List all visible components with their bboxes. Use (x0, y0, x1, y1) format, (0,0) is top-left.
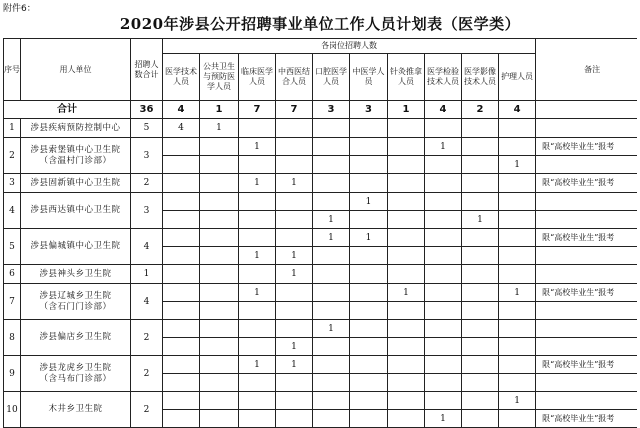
position-count (462, 138, 499, 156)
position-count (388, 156, 425, 174)
position-count (239, 320, 276, 338)
position-count (313, 265, 350, 284)
position-count (425, 229, 462, 247)
position-count (239, 410, 276, 428)
position-count (200, 174, 239, 193)
position-count (499, 374, 536, 392)
position-count (239, 193, 276, 211)
position-count (313, 247, 350, 265)
position-count (499, 302, 536, 320)
row-note (536, 119, 637, 138)
total-position-count: 4 (163, 101, 200, 119)
table-row (4, 356, 638, 374)
row-note (536, 193, 637, 211)
position-count (388, 193, 425, 211)
row-note (536, 265, 637, 284)
position-count (163, 374, 200, 392)
position-count (276, 193, 313, 211)
position-count (425, 265, 462, 284)
unit-name-line: 涉县龙虎乡卫生院 (39, 362, 112, 373)
position-count (313, 284, 350, 302)
position-count (276, 156, 313, 174)
position-count (425, 284, 462, 302)
unit-name-line: 涉县偏城镇中心卫生院 (30, 241, 121, 251)
row-note (536, 374, 637, 392)
position-count (425, 156, 462, 174)
total-note (536, 101, 637, 119)
position-count (350, 211, 388, 229)
position-count (462, 265, 499, 284)
table-row (4, 119, 638, 138)
unit-name-line: 涉县索堡镇中心卫生院 (30, 144, 121, 155)
position-count (388, 138, 425, 156)
position-count (313, 410, 350, 428)
row-seq: 10 (4, 392, 21, 428)
position-count (200, 193, 239, 211)
unit-name-line: 涉县西达镇中心卫生院 (30, 205, 121, 215)
header-position: 医学检验技术人员 (425, 54, 462, 101)
position-count (499, 211, 536, 229)
header-position: 医学影像技术人员 (462, 54, 499, 101)
position-count (163, 156, 200, 174)
position-count (425, 356, 462, 374)
position-count (425, 392, 462, 410)
position-count: 1 (239, 356, 276, 374)
position-count (462, 392, 499, 410)
position-count: 1 (425, 410, 462, 428)
table-row (4, 320, 638, 338)
position-count (163, 338, 200, 356)
unit-name-line: 涉县疾病预防控制中心 (30, 122, 121, 133)
header-notes: 备注 (536, 39, 637, 101)
table-row (4, 265, 638, 284)
position-count (163, 193, 200, 211)
position-count (313, 174, 350, 193)
row-seq: 7 (4, 284, 21, 320)
position-count: 1 (350, 193, 388, 211)
position-count (200, 229, 239, 247)
recruitment-plan-table (3, 38, 637, 428)
total-position-count: 3 (350, 101, 388, 119)
total-position-count: 2 (462, 101, 499, 119)
position-count (388, 320, 425, 338)
row-unit-name (21, 174, 131, 193)
position-count (462, 156, 499, 174)
position-count: 1 (239, 247, 276, 265)
row-note (536, 392, 637, 410)
position-count (163, 138, 200, 156)
row-unit-name (21, 392, 131, 428)
position-count (462, 119, 499, 138)
position-count (276, 320, 313, 338)
position-count: 1 (462, 211, 499, 229)
page-title: 2020年涉县公开招聘事业单位工作人员计划表（医学类） (119, 15, 521, 33)
header-positions-group: 各岗位招聘人数 (163, 39, 536, 54)
row-note: 限“高校毕业生”报考 (536, 284, 637, 302)
position-count (388, 174, 425, 193)
row-note (536, 156, 637, 174)
position-count (239, 156, 276, 174)
position-count (350, 392, 388, 410)
position-count: 1 (313, 211, 350, 229)
total-position-count: 4 (425, 101, 462, 119)
position-count (313, 138, 350, 156)
header-seq: 序号 (4, 39, 21, 101)
position-count (200, 211, 239, 229)
table-row (4, 138, 638, 156)
position-count (499, 174, 536, 193)
header-position: 口腔医学人员 (313, 54, 350, 101)
row-total: 1 (131, 265, 163, 284)
position-count: 1 (350, 229, 388, 247)
position-count (499, 247, 536, 265)
row-note (536, 247, 637, 265)
position-count (425, 211, 462, 229)
row-seq: 8 (4, 320, 21, 356)
position-count (388, 356, 425, 374)
position-count: 1 (499, 392, 536, 410)
position-count (200, 284, 239, 302)
position-count (350, 410, 388, 428)
position-count (276, 392, 313, 410)
header-position: 公共卫生与预防医学人员 (200, 54, 239, 101)
position-count (163, 356, 200, 374)
position-count (350, 338, 388, 356)
position-count (200, 265, 239, 284)
position-count (276, 211, 313, 229)
position-count (276, 302, 313, 320)
header-position: 针灸推拿人员 (388, 54, 425, 101)
position-count (499, 356, 536, 374)
position-count (239, 119, 276, 138)
position-count: 1 (276, 265, 313, 284)
position-count (462, 410, 499, 428)
row-total: 4 (131, 284, 163, 320)
row-note: 限“高校毕业生”报考 (536, 229, 637, 247)
position-count (200, 320, 239, 338)
row-unit-name (21, 193, 131, 229)
unit-name-line: （含马布门诊部） (39, 373, 112, 384)
position-count: 1 (200, 119, 239, 138)
position-count (239, 302, 276, 320)
header-position: 中医学人员 (350, 54, 388, 101)
position-count (425, 338, 462, 356)
position-count (200, 374, 239, 392)
position-count: 1 (239, 138, 276, 156)
unit-name-line: 涉县辽城乡卫生院 (39, 290, 112, 301)
total-position-count: 3 (313, 101, 350, 119)
position-count (499, 119, 536, 138)
row-total: 2 (131, 320, 163, 356)
position-count (313, 374, 350, 392)
unit-name-line: 涉县偏店乡卫生院 (39, 332, 112, 342)
header-unit: 用人单位 (21, 39, 131, 101)
position-count (425, 119, 462, 138)
row-unit-name (21, 320, 131, 356)
position-count (462, 247, 499, 265)
position-count: 1 (313, 320, 350, 338)
position-count (276, 284, 313, 302)
row-total: 5 (131, 119, 163, 138)
position-count (350, 174, 388, 193)
position-count (388, 247, 425, 265)
row-total: 2 (131, 356, 163, 392)
position-count (350, 320, 388, 338)
position-count (350, 119, 388, 138)
table-row (4, 174, 638, 193)
total-position-count: 1 (200, 101, 239, 119)
position-count (350, 156, 388, 174)
position-count (425, 247, 462, 265)
position-count: 1 (276, 174, 313, 193)
position-count (276, 410, 313, 428)
plan-table-container (3, 38, 637, 428)
position-count (388, 211, 425, 229)
position-count (388, 229, 425, 247)
position-count (200, 247, 239, 265)
position-count (462, 229, 499, 247)
position-count (200, 356, 239, 374)
row-note (536, 320, 637, 338)
row-unit-name (21, 284, 131, 320)
position-count (163, 302, 200, 320)
table-row (4, 284, 638, 302)
position-count (499, 410, 536, 428)
position-count (388, 265, 425, 284)
position-count (163, 211, 200, 229)
position-count: 1 (313, 229, 350, 247)
position-count (200, 392, 239, 410)
row-total: 3 (131, 138, 163, 174)
position-count (425, 174, 462, 193)
position-count (462, 338, 499, 356)
position-count (462, 356, 499, 374)
position-count (425, 374, 462, 392)
position-count (462, 174, 499, 193)
position-count (313, 156, 350, 174)
position-count (276, 374, 313, 392)
row-unit-name (21, 356, 131, 392)
row-seq: 9 (4, 356, 21, 392)
position-count (200, 156, 239, 174)
position-count (313, 193, 350, 211)
position-count (313, 119, 350, 138)
total-label: 合计 (4, 101, 131, 119)
table-row (4, 392, 638, 410)
position-count (499, 265, 536, 284)
row-total: 4 (131, 229, 163, 265)
position-count (163, 284, 200, 302)
header-position: 医学技术人员 (163, 54, 200, 101)
row-seq: 1 (4, 119, 21, 138)
position-count (200, 338, 239, 356)
position-count (499, 193, 536, 211)
position-count (239, 392, 276, 410)
total-position-count: 4 (499, 101, 536, 119)
row-unit-name (21, 229, 131, 265)
position-count: 1 (239, 174, 276, 193)
position-count (425, 302, 462, 320)
unit-name-line: 木井乡卫生院 (48, 404, 103, 414)
position-count (350, 302, 388, 320)
position-count (313, 356, 350, 374)
position-count (425, 193, 462, 211)
row-seq: 3 (4, 174, 21, 193)
position-count (276, 119, 313, 138)
row-note: 限“高校毕业生”报考 (536, 410, 637, 428)
position-count (388, 374, 425, 392)
row-note: 限“高校毕业生”报考 (536, 138, 637, 156)
header-position: 临床医学人员 (239, 54, 276, 101)
row-unit-name (21, 119, 131, 138)
position-count (350, 284, 388, 302)
table-row (4, 193, 638, 211)
position-count (239, 374, 276, 392)
position-count (163, 247, 200, 265)
row-note (536, 338, 637, 356)
position-count (313, 302, 350, 320)
row-total: 3 (131, 193, 163, 229)
position-count (239, 211, 276, 229)
position-count (499, 338, 536, 356)
row-seq: 6 (4, 265, 21, 284)
position-count (350, 356, 388, 374)
position-count (313, 338, 350, 356)
position-count (462, 320, 499, 338)
position-count (276, 138, 313, 156)
position-count (200, 302, 239, 320)
position-count (388, 119, 425, 138)
position-count (239, 338, 276, 356)
position-count: 1 (499, 156, 536, 174)
position-count (163, 174, 200, 193)
total-position-count: 1 (388, 101, 425, 119)
position-count (350, 265, 388, 284)
position-count (239, 265, 276, 284)
position-count (350, 138, 388, 156)
row-seq: 4 (4, 193, 21, 229)
position-count (239, 229, 276, 247)
position-count: 1 (276, 356, 313, 374)
position-count: 1 (388, 284, 425, 302)
position-count (499, 229, 536, 247)
header-position: 中西医结合人员 (276, 54, 313, 101)
row-total: 2 (131, 174, 163, 193)
position-count (200, 138, 239, 156)
position-count (462, 193, 499, 211)
position-count (200, 410, 239, 428)
total-position-count: 7 (276, 101, 313, 119)
position-count: 1 (425, 138, 462, 156)
position-count (388, 410, 425, 428)
position-count: 4 (163, 119, 200, 138)
position-count (388, 392, 425, 410)
position-count (425, 320, 462, 338)
header-position: 护理人员 (499, 54, 536, 101)
position-count (163, 392, 200, 410)
header-total: 招聘人数合计 (131, 39, 163, 101)
row-note: 限“高校毕业生”报考 (536, 356, 637, 374)
position-count (163, 410, 200, 428)
row-seq: 2 (4, 138, 21, 174)
position-count (350, 247, 388, 265)
position-count (462, 302, 499, 320)
position-count (388, 338, 425, 356)
total-position-count: 7 (239, 101, 276, 119)
unit-name-line: （含石门门诊部） (39, 301, 112, 312)
position-count (499, 138, 536, 156)
position-count (163, 229, 200, 247)
row-note (536, 302, 637, 320)
row-total: 2 (131, 392, 163, 428)
position-count (276, 229, 313, 247)
position-count (163, 320, 200, 338)
position-count: 1 (499, 284, 536, 302)
row-unit-name (21, 265, 131, 284)
position-count: 1 (276, 247, 313, 265)
position-count (163, 265, 200, 284)
position-count (350, 374, 388, 392)
attachment-label: 附件6： (3, 4, 36, 14)
total-count: 36 (131, 101, 163, 119)
row-seq: 5 (4, 229, 21, 265)
unit-name-line: 涉县固新镇中心卫生院 (30, 177, 121, 188)
unit-name-line: （含温村门诊部） (39, 155, 112, 166)
position-count: 1 (239, 284, 276, 302)
position-count (499, 320, 536, 338)
position-count (313, 392, 350, 410)
position-count (462, 284, 499, 302)
position-count: 1 (276, 338, 313, 356)
table-row (4, 229, 638, 247)
position-count (388, 302, 425, 320)
position-count (462, 374, 499, 392)
row-note (536, 211, 637, 229)
unit-name-line: 涉县神头乡卫生院 (39, 268, 112, 279)
row-unit-name (21, 138, 131, 174)
total-row (4, 101, 638, 119)
row-note: 限“高校毕业生”报考 (536, 174, 637, 193)
